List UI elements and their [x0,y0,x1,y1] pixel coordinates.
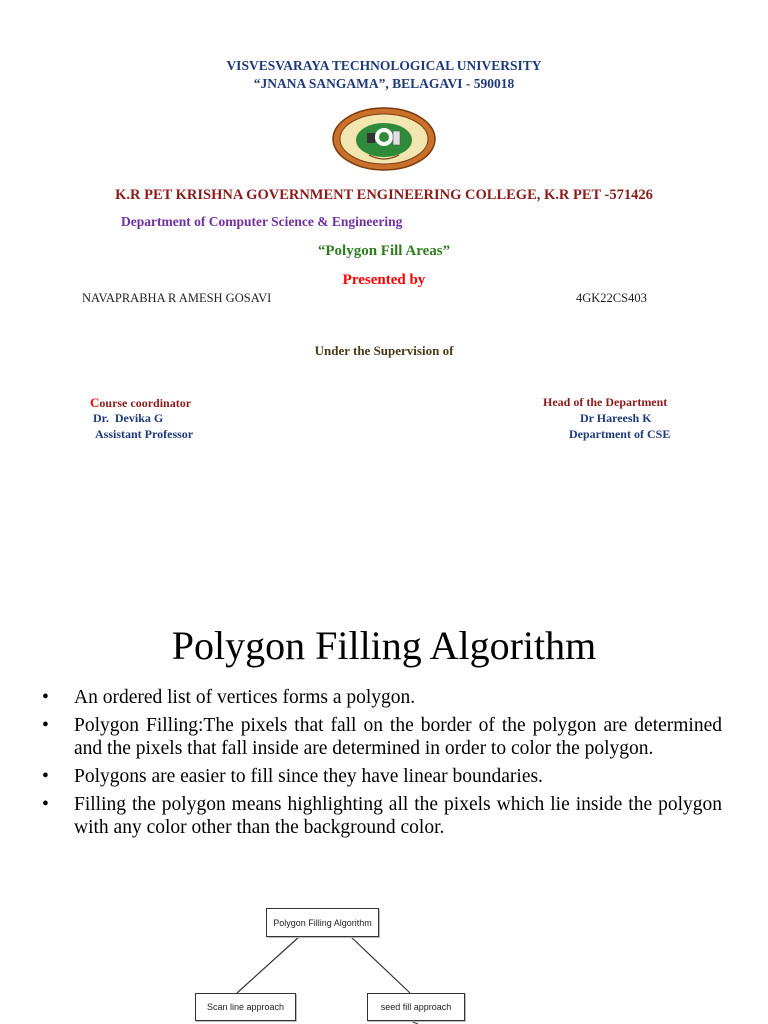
student-name: NAVAPRABHA R AMESH GOSAVI [82,291,272,305]
university-name: VISVESVARAYA TECHNOLOGICAL UNIVERSITY [226,58,542,73]
student-usn: 4GK22CS403 [576,291,647,305]
university-address: “JNANA SANGAMA”, BELAGAVI - 590018 [253,76,515,91]
presentation-topic: “Polygon Fill Areas” [317,243,451,259]
bullet-glyph: • [42,715,49,736]
diagram-node-scan-line: Scan line approach [195,993,296,1021]
department-name: Department of Computer Science & Engineering [121,214,403,229]
bullet-glyph: • [42,687,49,708]
hod-role: Head of the Department [543,395,668,409]
connector-left [237,936,300,993]
slide-title: Polygon Filling Algorithm [171,623,597,668]
coordinator-name: Dr. Devika G [93,411,164,425]
hod-name: Dr Hareesh K [580,411,652,425]
coordinator-role-initial: C [90,395,100,410]
bullet-text: Polygons are easier to fill since they have linear boundaries. [74,766,543,787]
presented-by-label: Presented by [342,272,426,288]
college-name: K.R PET KRISHNA GOVERNMENT ENGINEERING COLLEGE, K.R PET -571426 [115,187,653,203]
coordinator-designation: Assistant Professor [95,427,194,441]
bullet-glyph: • [42,766,49,787]
connector-right [350,936,410,993]
diagram-root-node: Polygon Filling Algorithm [266,908,379,937]
bullet-text: Polygon Filling:The pixels that fall on the border of the polygon are determined and the pixels that fall inside are determined in order to color the polygon. [74,715,722,759]
supervision-label: Under the Supervision of [314,343,454,358]
bullet-text: Filling the polygon means highlighting all the pixels which lie inside the polygon with any color other than the background color. [74,794,722,838]
coordinator-role-text: ourse coordinator [99,396,192,410]
bullet-text: An ordered list of vertices forms a polygon. [74,687,416,708]
diagram-node-seed-fill: seed fill approach [367,993,465,1021]
bullet-glyph: • [42,794,49,815]
hod-designation: Department of CSE [569,427,671,441]
